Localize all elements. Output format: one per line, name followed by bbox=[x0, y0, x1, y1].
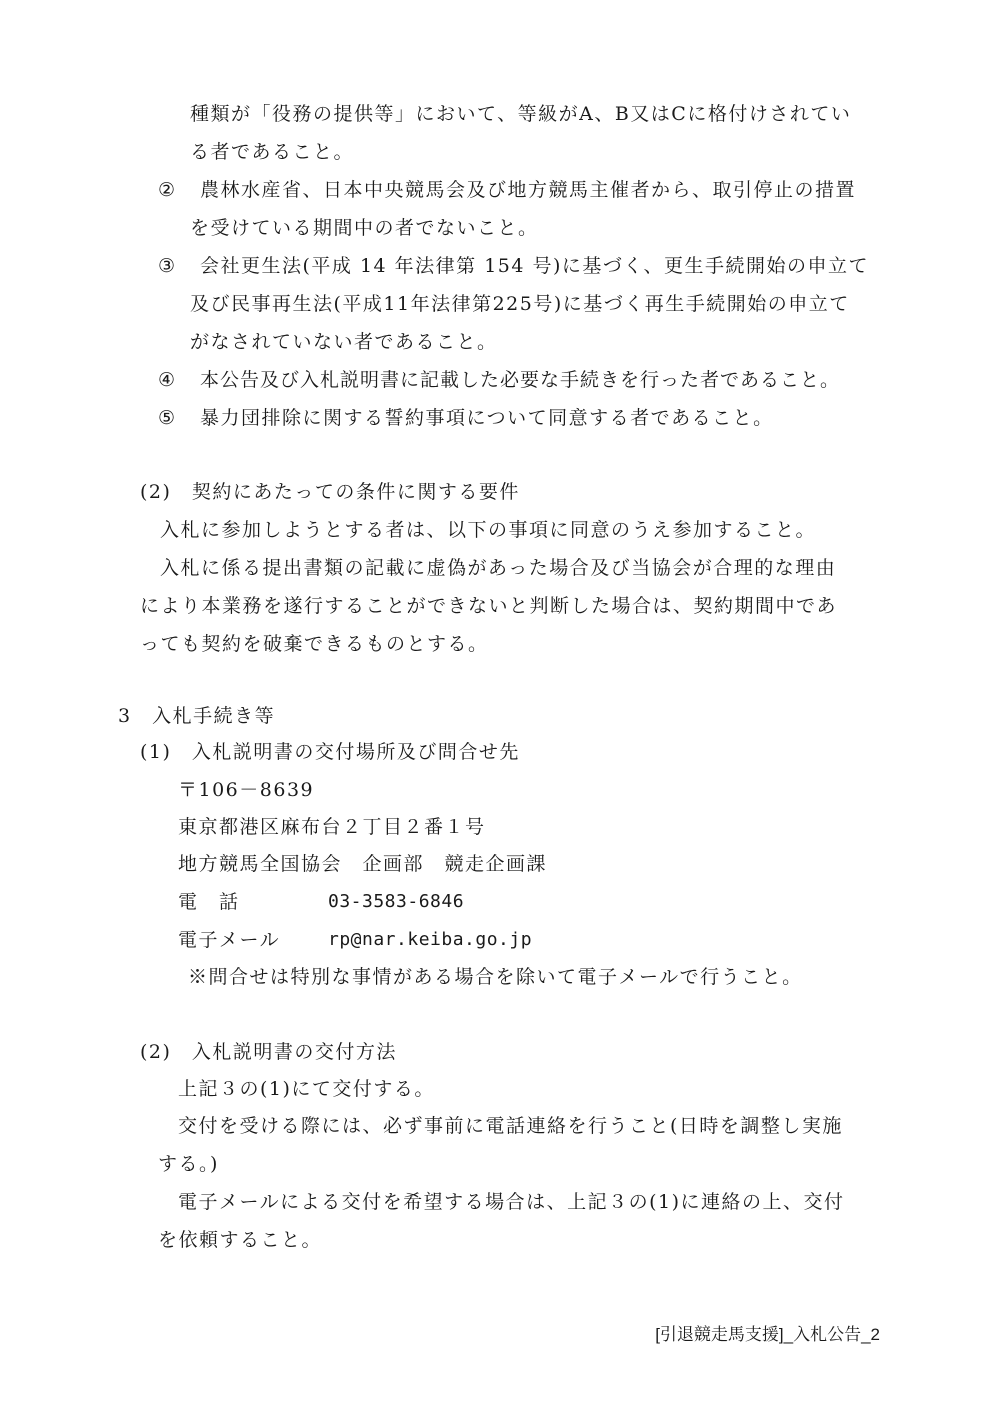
item3-marker: ③ bbox=[158, 255, 177, 277]
address: 東京都港区麻布台２丁目２番１号 bbox=[178, 816, 486, 838]
item3-line1: 会社更生法(平成 14 年法律第 154 号)に基づく、更生手続開始の申立て bbox=[200, 255, 870, 277]
sec2-2-paragraph2-line3: っても契約を破棄できるものとする。 bbox=[140, 633, 489, 655]
item4-line1: 本公告及び入札説明書に記載した必要な手続きを行った者であること。 bbox=[200, 369, 841, 391]
sec3-2-heading: (2) 入札説明書の交付方法 bbox=[140, 1041, 397, 1063]
postal-code: 〒106－8639 bbox=[178, 779, 315, 801]
item1-line1: 種類が「役務の提供等」において、等級がA、B又はCに格付けされてい bbox=[190, 103, 852, 125]
item5-marker: ⑤ bbox=[158, 407, 177, 429]
sec2-2-paragraph2-line1: 入札に係る提出書類の記載に虚偽があった場合及び当協会が合理的な理由 bbox=[160, 557, 837, 579]
sec3-2-paragraph3-line2: を依頼すること。 bbox=[158, 1229, 323, 1251]
phone-number: 03-3583-6846 bbox=[328, 891, 465, 912]
sec3-heading: 3 入札手続き等 bbox=[118, 705, 276, 727]
item2-marker: ② bbox=[158, 179, 177, 201]
item3-line2: 及び民事再生法(平成11年法律第225号)に基づく再生手続開始の申立て bbox=[190, 293, 850, 315]
item1-line2: る者であること。 bbox=[190, 141, 355, 163]
item4-marker: ④ bbox=[158, 369, 177, 391]
sec3-2-paragraph1: 上記３の(1)にて交付する。 bbox=[178, 1078, 435, 1100]
email-label: 電子メール bbox=[178, 929, 281, 951]
item5-line1: 暴力団排除に関する誓約事項について同意する者であること。 bbox=[200, 407, 774, 429]
sec2-2-heading: (2) 契約にあたっての条件に関する要件 bbox=[140, 481, 520, 503]
sec3-2-paragraph2-line1: 交付を受ける際には、必ず事前に電話連絡を行うこと(日時を調整し実施 bbox=[178, 1115, 843, 1137]
sec2-2-paragraph1: 入札に参加しようとする者は、以下の事項に同意のうえ参加すること。 bbox=[160, 519, 817, 541]
phone-label: 電 話 bbox=[178, 891, 240, 913]
sec2-2-paragraph2-line2: により本業務を遂行することができないと判断した場合は、契約期間中であ bbox=[140, 595, 838, 617]
item2-line2: を受けている期間中の者でないこと。 bbox=[190, 217, 539, 239]
page-footer: [引退競走馬支援]_入札公告_2 bbox=[655, 1325, 880, 1344]
contact-note: ※問合せは特別な事情がある場合を除いて電子メールで行うこと。 bbox=[188, 966, 803, 988]
sec3-2-paragraph3-line1: 電子メールによる交付を希望する場合は、上記３の(1)に連絡の上、交付 bbox=[178, 1191, 845, 1213]
item3-line3: がなされていない者であること。 bbox=[190, 331, 498, 353]
email-address[interactable]: rp@nar.keiba.go.jp bbox=[328, 929, 533, 950]
item2-line1: 農林水産省、日本中央競馬会及び地方競馬主催者から、取引停止の措置 bbox=[200, 179, 857, 201]
organization: 地方競馬全国協会 企画部 競走企画課 bbox=[178, 853, 548, 875]
sec3-2-paragraph2-line2: する。) bbox=[158, 1153, 219, 1175]
sec3-1-heading: (1) 入札説明書の交付場所及び問合せ先 bbox=[140, 741, 520, 763]
